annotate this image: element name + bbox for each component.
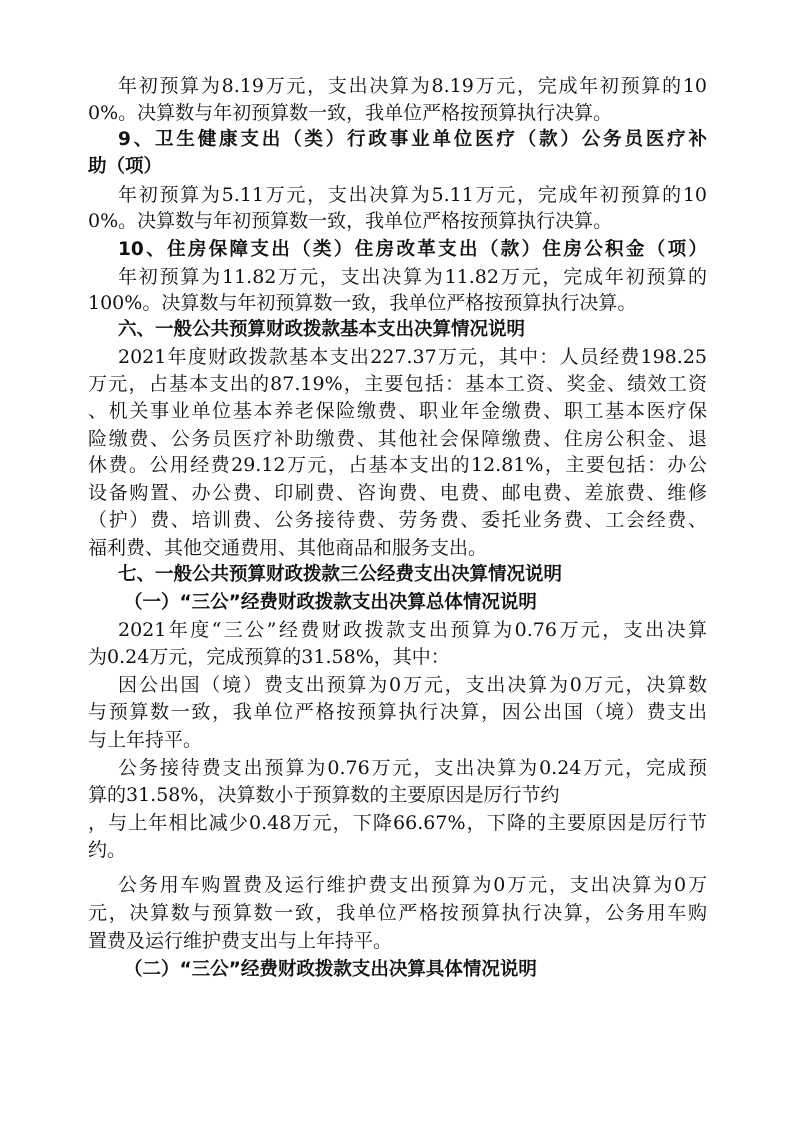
- paragraph-line: 公务用车购置费及运行维护费支出预算为0万元，支出决算为0万: [118, 874, 707, 896]
- paragraph-line: 置费及运行维护费支出与上年持平。: [88, 930, 393, 952]
- paragraph-line: 休费。公用经费29.12万元，占基本支出的12.81%，主要包括：办公: [88, 454, 707, 476]
- paragraph-line: 万元，占基本支出的87.19%，主要包括：基本工资、奖金、绩效工资: [88, 373, 707, 395]
- heading-line: 10、住房保障支出（类）住房改革支出（款）住房公积金（项）: [118, 239, 707, 260]
- heading-line: 9、卫生健康支出（类）行政事业单位医疗（款）公务员医疗补: [118, 129, 707, 150]
- paragraph-line: 100%。决算数与年初预算数一致，我单位严格按预算执行决算。: [88, 292, 637, 314]
- paragraph-line: 0%。决算数与年初预算数一致，我单位严格按预算执行决算。: [88, 102, 613, 124]
- paragraph-line: 因公出国（境）费支出预算为0万元，支出决算为0万元，决算数: [118, 674, 707, 696]
- paragraph-line: 设备购置、办公费、印刷费、咨询费、电费、邮电费、差旅费、维修: [88, 482, 707, 504]
- section-heading: 七、一般公共预算财政拨款三公经费支出决算情况说明: [118, 564, 563, 585]
- paragraph-line: 与预算数一致，我单位严格按预算执行决算，因公出国（境）费支出: [88, 701, 707, 723]
- subsection-heading: （一）“三公”经费财政拨款支出决算总体情况说明: [124, 592, 537, 613]
- paragraph-line: 、机关事业单位基本养老保险缴费、职业年金缴费、职工基本医疗保: [88, 400, 707, 422]
- paragraph-line: 为0.24万元，完成预算的31.58%，其中：: [88, 646, 450, 668]
- heading-line: 助（项）: [88, 156, 163, 177]
- paragraph-line: 0%。决算数与年初预算数一致，我单位严格按预算执行决算。: [88, 210, 613, 232]
- paragraph-line: 算的31.58%，决算数小于预算数的主要原因是厉行节约: [88, 784, 560, 806]
- paragraph-line: 福利费、其他交通费用、其他商品和服务支出。: [88, 537, 488, 559]
- paragraph-line: 年初预算为5.11万元，支出决算为5.11万元，完成年初预算的10: [118, 184, 707, 206]
- paragraph-line: 与上年持平。: [88, 729, 203, 751]
- subsection-heading: （二）“三公”经费财政拨款支出决算具体情况说明: [124, 959, 537, 980]
- paragraph-line: 2021年度“三公”经费财政拨款支出预算为0.76万元，支出决算: [118, 619, 707, 641]
- paragraph-line: 年初预算为11.82万元，支出决算为11.82万元，完成年初预算的: [118, 266, 707, 288]
- paragraph-line: 险缴费、公务员医疗补助缴费、其他社会保障缴费、住房公积金、退: [88, 428, 707, 450]
- paragraph-line: 公务接待费支出预算为0.76万元，支出决算为0.24万元，完成预: [118, 757, 707, 779]
- paragraph-line: 约。: [88, 839, 127, 861]
- paragraph-line: ，与上年相比减少0.48万元，下降66.67%，下降的主要原因是厉行节: [88, 812, 707, 834]
- paragraph-line: 年初预算为8.19万元，支出决算为8.19万元，完成年初预算的10: [118, 75, 707, 97]
- paragraph-line: 元，决算数与预算数一致，我单位严格按预算执行决算，公务用车购: [88, 902, 707, 924]
- paragraph-line: 2021年度财政拨款基本支出227.37万元，其中：人员经费198.25: [118, 346, 707, 368]
- paragraph-line: （护）费、培训费、公务接待费、劳务费、委托业务费、工会经费、: [88, 509, 707, 531]
- section-heading: 六、一般公共预算财政拨款基本支出决算情况说明: [118, 319, 526, 340]
